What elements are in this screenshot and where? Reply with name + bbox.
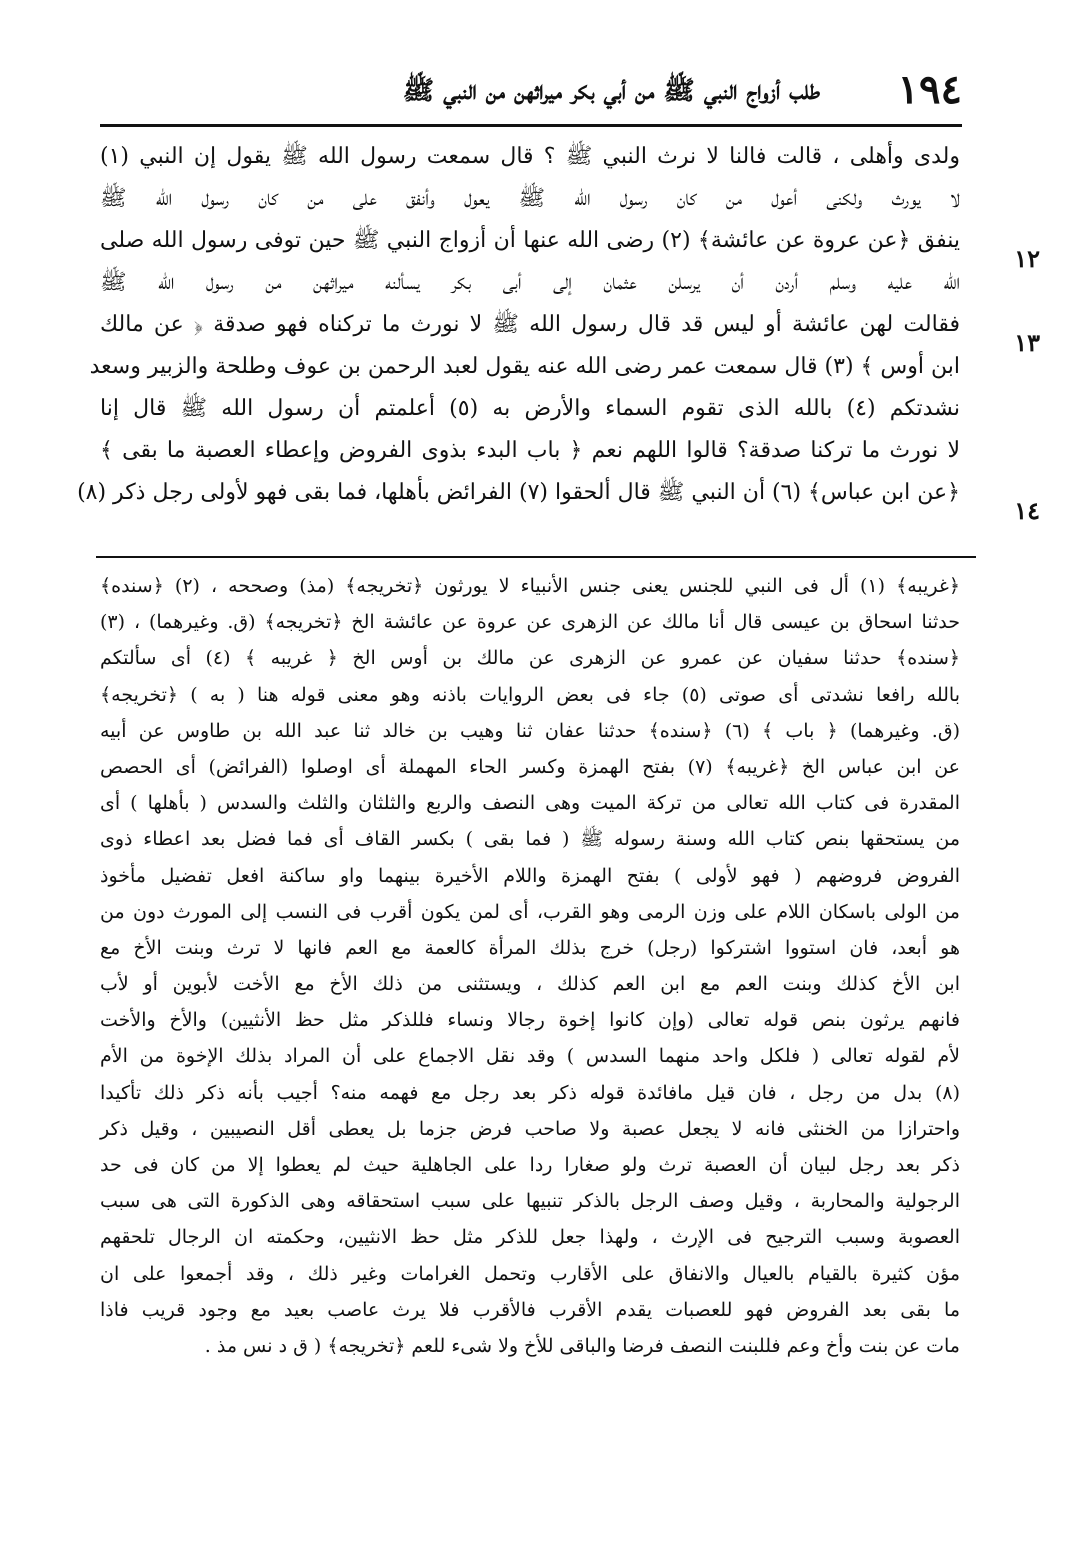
- note-line: فانهم يرثون بنص قوله تعالى (وإن كانوا إخوة رجالا ونساء فللذكر مثل حظ الأنثيين) والأخ والأخت: [100, 1009, 960, 1032]
- note-line: هو أبعد، فان استووا اشتركوا (رجل) خرج بذلك المرأة كالعمة مع العم فانها لا ترث وبنت الأخ مع: [100, 936, 960, 959]
- note-line: مات عن بنت وأخ وعم فللبنت النصف فرضا والباقى للأخ ولا شىء للعم ﴿تخريجه﴾ ( ق د نس مذ .: [204, 1334, 960, 1357]
- note-line: ﴿سنده﴾ حدثنا سفيان عن عمرو عن الزهرى عن مالك بن أوس الخ ﴿ غريبه ﴾ (٤) أى سألتكم: [100, 647, 960, 670]
- note-line: ابن الأخ كذلك وبنت العم مع ابن العم كذلك ، ويستثنى من ذلك الأخ مع الأخت لأبوين أو لأب: [100, 973, 960, 996]
- text-line: الله عليه وسلم أردن أن يرسلن عثمان إلى أبى بكر يسألنه ميراثهن من رسول الله ﷺ: [100, 270, 960, 295]
- page-header: [90, 60, 970, 120]
- note-line: من يستحقها بنص كتاب الله وسنة رسوله ﷺ ( فما بقى ) بكسر القاف أى فما فضل بعد اعطاء ذوى: [100, 828, 960, 851]
- note-line: (٨) بدل من رجل ، فان قيل مافائدة قوله ذكر بعد رجل مع فهمه منه؟ أجيب بأنه ذكر ذلك تأكيدا: [100, 1081, 960, 1104]
- note-line: بالله رافعا نشدتى أى صوتى (٥) جاء فى بعض الروايات باذنه وهو معنى قوله هنا ( به ) ﴿تخريجه﴾: [100, 683, 960, 706]
- note-line: مؤن كثيرة بالقيام بالعيال والانفاق على الأقارب وتحمل الغرامات وغير ذلك ، وقد أجمعوا على ان: [100, 1262, 960, 1285]
- text-line: ينفق ﴿عن عروة عن عائشة﴾ (٢) رضى الله عنها أن أزواج النبي ﷺ حين توفى رسول الله صلى: [100, 228, 960, 253]
- text-line: ولدى وأهلى ، قالت فالنا لا نرث النبي ﷺ ؟ قال سمعت رسول الله ﷺ يقول إن النبي (١): [100, 144, 960, 169]
- text-line: نشدتكم (٤) بالله الذى تقوم السماء والأرض به (٥) أعلمتم أن رسول الله ﷺ قال إنا: [100, 396, 960, 421]
- text-line: ﴿عن ابن عباس﴾ (٦) أن النبي ﷺ قال ألحقوا (٧) الفرائض بأهلها، فما بقى فهو لأولى رجل ذكر (٨): [77, 480, 960, 505]
- note-line: حدثنا اسحاق بن عيسى قال أنا مالك عن الزهرى عن عروة عن عائشة الخ ﴿تخريجه﴾ (ق. وغيرهما) ، (٣): [100, 611, 960, 634]
- note-line: العصوبة وسبب الترجيح فى الإرث ، ولهذا جعل للذكر مثل حظ الانثيين، وحكمته ان الرجال تلحقهم: [100, 1226, 960, 1249]
- text-line: لا يورث ولكنى أعول من كان رسول الله ﷺ يعول وأنفق على من كان رسول الله ﷺ: [100, 186, 960, 211]
- note-line: لأم لقوله تعالى ( فلكل واحد منهما السدس ) وقد نقل الاجماع على أن المراد بذلك الإخوة من الأم: [100, 1045, 961, 1068]
- header-rule: [100, 124, 962, 127]
- note-line: ذكر بعد رجل لبيان أن العصبة ترث ولو صغارا ردا على الجاهلية حيث لم يعطوا إلا من كان فى حد: [100, 1154, 960, 1176]
- note-line: واحترازا من الخنثى فانه لا يجعل عصبة ولا صاحب فرض جزما بل يعطى أقل النصيبين ، وقيل ذكر: [100, 1117, 960, 1140]
- margin-number: ١٣: [1014, 328, 1040, 357]
- page-number: ١٩٤: [897, 66, 962, 113]
- note-line: ما بقى بعد الفروض فهو للعصبات يقدم الأقرب فالأقرب فلا يرث عاصب بعيد مع وجود قريب فاذا: [100, 1298, 960, 1321]
- running-title: طلب أزواج النبي ﷺ من أبي بكر ميراثهن من النبي ﷺ: [402, 76, 820, 106]
- text-line: لا نورث ما تركنا صدقة؟ قالوا اللهم نعم ﴿ باب البدء بذوى الفروض وإعطاء العصبة ما بقى ﴾: [100, 438, 960, 463]
- text-line: ابن أوس ﴾ (٣) قال سمعت عمر رضى الله عنه يقول لعبد الرحمن بن عوف وطلحة والزبير وسعد: [89, 354, 960, 379]
- text-line: فقالت لهن عائشة أو ليس قد قال رسول الله ﷺ لا نورث ما تركناه فهو صدقة ﴿ عن مالك: [100, 312, 960, 337]
- margin-number: ١٢: [1014, 244, 1040, 273]
- section-divider: [96, 556, 976, 558]
- note-line: الفروض فروضهم ( فهو لأولى ) بفتح الهمزة واللام الأخيرة بينهما واو ساكنة افعل تفضيل مأخوذ: [100, 864, 960, 887]
- note-line: من الولى باسكان اللام على وزن الرمى وهو القرب، أى لمن يكون أقرب فى النسب إلى المورث دون من: [100, 900, 960, 923]
- margin-number: ١٤: [1014, 496, 1040, 525]
- note-line: الرجولية والمحاربة ، وقيل وصف الرجل بالذكر تنبيها على سبب استحقاقه وهى الذكورة التى هى سبب: [100, 1190, 960, 1213]
- note-line: ﴿غريبه﴾ (١) أل فى النبي للجنس يعنى جنس الأنبياء لا يورثون ﴿تخريجه﴾ (مذ) وصححه ، (٢) ﴿سنده﴾: [100, 575, 960, 597]
- commentary-notes: [100, 568, 960, 1364]
- note-line: (ق. وغيرهما) ﴿ باب ﴾ (٦) ﴿سنده﴾ حدثنا عفان ثنا وهيب بن خالد ثنا عبد الله بن طاوس عن أبيه: [100, 719, 960, 742]
- note-line: عن ابن عباس الخ ﴿غريبه﴾ (٧) بفتح الهمزة وكسر الحاء المهملة أى اوصلوا (الفرائض) أى الحصص: [100, 755, 960, 778]
- note-line: المقدرة فى كتاب الله تعالى من تركة الميت وهى النصف والربع والثلثان والثلث والسدس ( بأهلها ) أى: [100, 792, 960, 815]
- main-hadith-text: [77, 136, 960, 514]
